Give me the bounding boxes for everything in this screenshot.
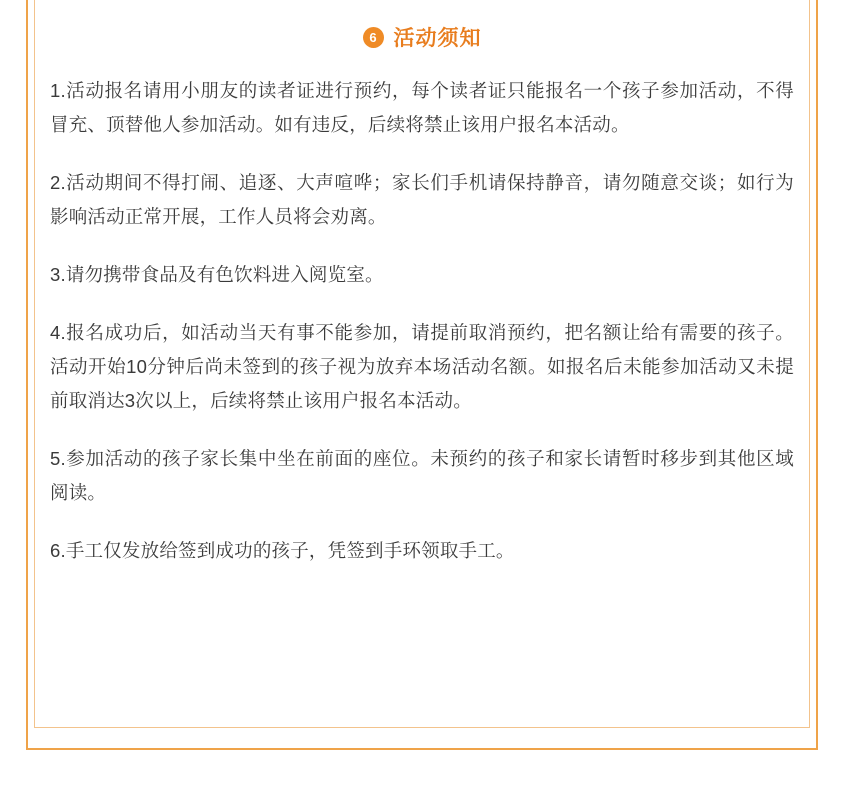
page-title: 活动须知 (393, 27, 482, 50)
notice-section (50, 10, 794, 568)
notice-paragraph-5: 5.参加活动的孩子家长集中坐在前面的座位。未预约的孩子和家长请暂时移步到其他区域阅读。 (50, 448, 794, 503)
section-number-badge: 6 (363, 27, 384, 48)
notice-paragraph-2: 2.活动期间不得打闹、追逐、大声喧哗；家长们手机请保持静音，请勿随意交谈；如行为影响活动正常开展，工作人员将会劝离。 (50, 172, 794, 227)
notice-paragraph-6: 6.手工仅发放给签到成功的孩子，凭签到手环领取手工。 (50, 540, 515, 561)
page-bottom-margin (0, 752, 844, 806)
section-header (50, 22, 794, 52)
notice-paragraph-3: 3.请勿携带食品及有色饮料进入阅览室。 (50, 264, 384, 285)
notice-paragraph-4: 4.报名成功后，如活动当天有事不能参加，请提前取消预约，把名额让给有需要的孩子。活动开始10分钟后尚未签到的孩子视为放弃本场活动名额。如报名后未能参加活动又未提前取消达3次以上，后续将禁止该用户报名本活动。 (50, 322, 794, 411)
notice-paragraph-1: 1.活动报名请用小朋友的读者证进行预约，每个读者证只能报名一个孩子参加活动，不得冒充、顶替他人参加活动。如有违反，后续将禁止该用户报名本活动。 (50, 80, 794, 135)
